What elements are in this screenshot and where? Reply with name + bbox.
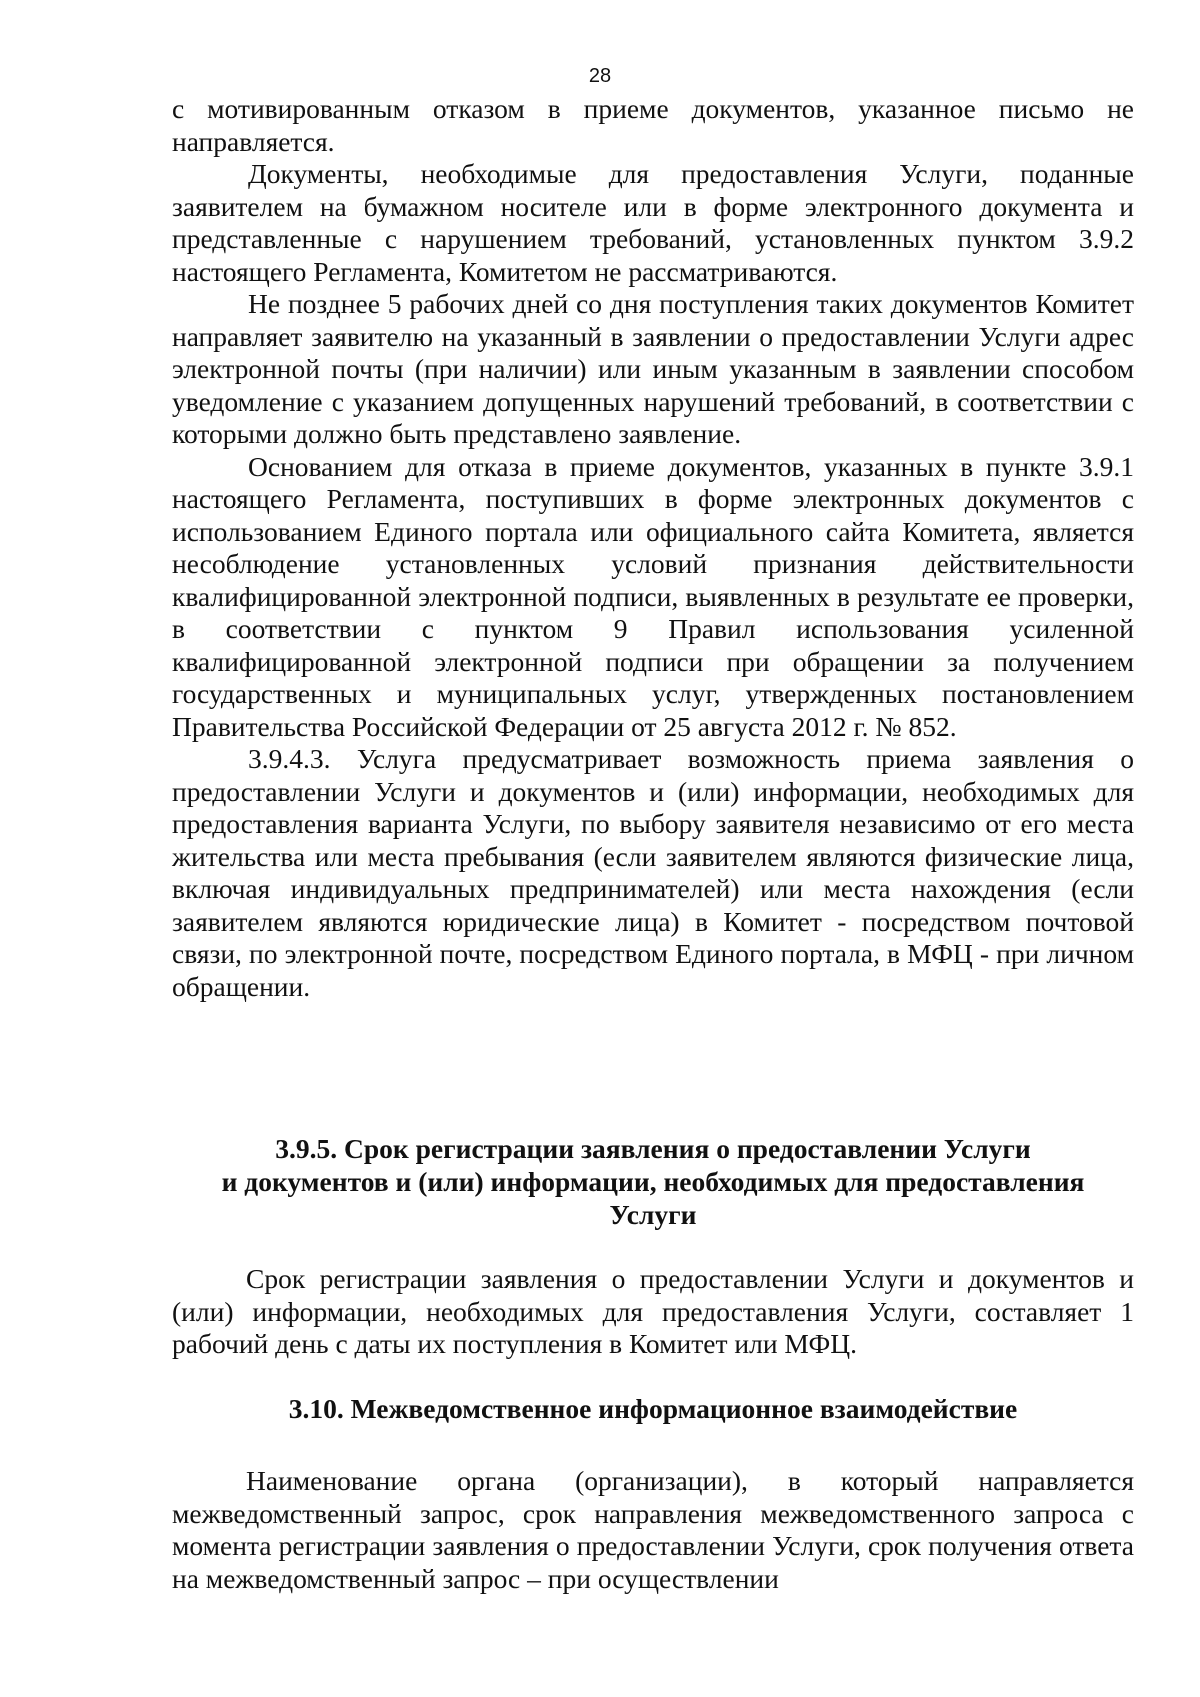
heading-line: Услуги [609, 1199, 697, 1230]
body-text-top [172, 93, 1134, 1003]
paragraph-notification-deadline: Не позднее 5 рабочих дней со дня поступления таких документов Комитет направляет заявителю на указанный в заявлении о предоставлении Услуги адрес электронной почты (при наличии) или иным указанным в заявлении способом уведомление с указанием допущенных нарушений требований, в соответствии с которыми должно быть представлено заявление. [172, 288, 1134, 449]
paragraph-registration-term: Срок регистрации заявления о предоставлении Услуги и документов и (или) информации, необходимых для предоставления Услуги, составляет 1 рабочий день с даты их поступления в Комитет или МФЦ. [172, 1263, 1134, 1359]
paragraph-refusal-grounds: Основанием для отказа в приеме документов, указанных в пункте 3.9.1 настоящего Регламента, поступивших в форме электронных документов с использованием Единого портала или официального сайта Комитета, является несоблюдение установленных условий признания действительности квалифицированной электронной подписи, выявленных в результате ее проверки, в соответствии с пунктом 9 Правил использования усиленной квалифицированной электронной подписи при обращении за получением государственных и муниципальных услуг, утвержденных постановлением Правительства Российской Федерации от 25 августа 2012 г. № 852. [172, 450, 1134, 742]
paragraph-interagency-request: Наименование органа (организации), в который направляется межведомственный запрос, срок направления межведомственного запроса с момента регистрации заявления о предоставлении Услуги, срок получения ответа на межведомственный запрос – при осуществлении [172, 1465, 1134, 1594]
body-text-3-9-5 [172, 1263, 1134, 1361]
heading-line: 3.9.5. Срок регистрации заявления о предоставлении Услуги [275, 1133, 1031, 1164]
heading-line: и документов и (или) информации, необходимых для предоставления [221, 1166, 1085, 1197]
body-text-3-10 [172, 1465, 1134, 1595]
paragraph-rejection-letter: с мотивированным отказом в приеме документов, указанное письмо не направляется. [172, 93, 1134, 157]
paragraph-3-9-4-3: 3.9.4.3. Услуга предусматривает возможность приема заявления о предоставлении Услуги и документов и (или) информации, необходимых для предоставления варианта Услуги, по выбору заявителя независимо от его места жительства или места пребывания (если заявителем являются физические лица, включая индивидуальных предпринимателей) или места нахождения (если заявителем являются юридические лица) в Комитет - посредством почтовой связи, по электронной почте, посредством Единого портала, в МФЦ - при личном обращении. [172, 743, 1134, 1002]
paragraph-documents-not-considered: Документы, необходимые для предоставления Услуги, поданные заявителем на бумажном носителе или в форме электронного документа и представленные с нарушением требований, установленных пунктом 3.9.2 настоящего Регламента, Комитетом не рассматриваются. [172, 158, 1134, 287]
section-heading-3-10: 3.10. Межведомственное информационное взаимодействие [288, 1393, 1018, 1424]
section-heading-3-9-5 [172, 1132, 1134, 1231]
page-number: 28 [588, 65, 612, 87]
